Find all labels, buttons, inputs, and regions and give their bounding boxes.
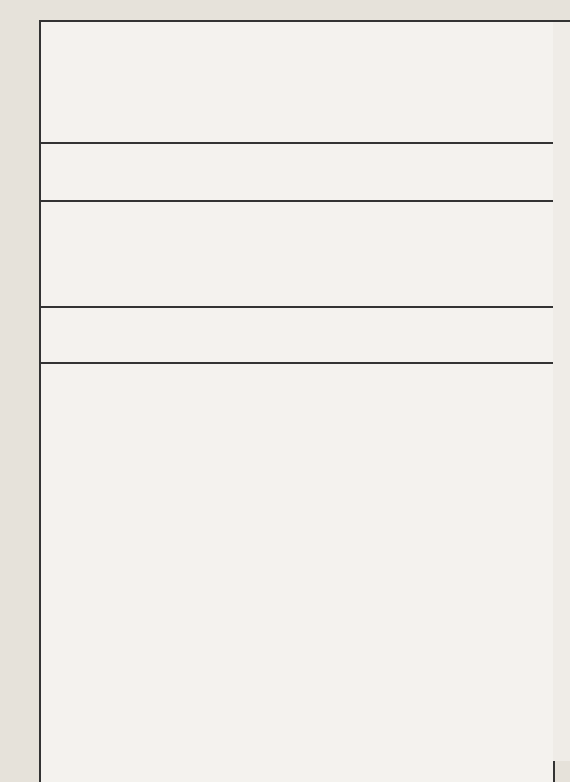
nap-note [41,716,553,762]
body-measurements-table [41,204,553,308]
pattern-header [41,22,553,144]
adjacent-panel-edge [553,20,570,761]
suggested-fabrics [41,144,553,202]
importer-side-text [1,39,27,759]
pattern-envelope-back [39,20,555,782]
combinations [41,308,553,364]
